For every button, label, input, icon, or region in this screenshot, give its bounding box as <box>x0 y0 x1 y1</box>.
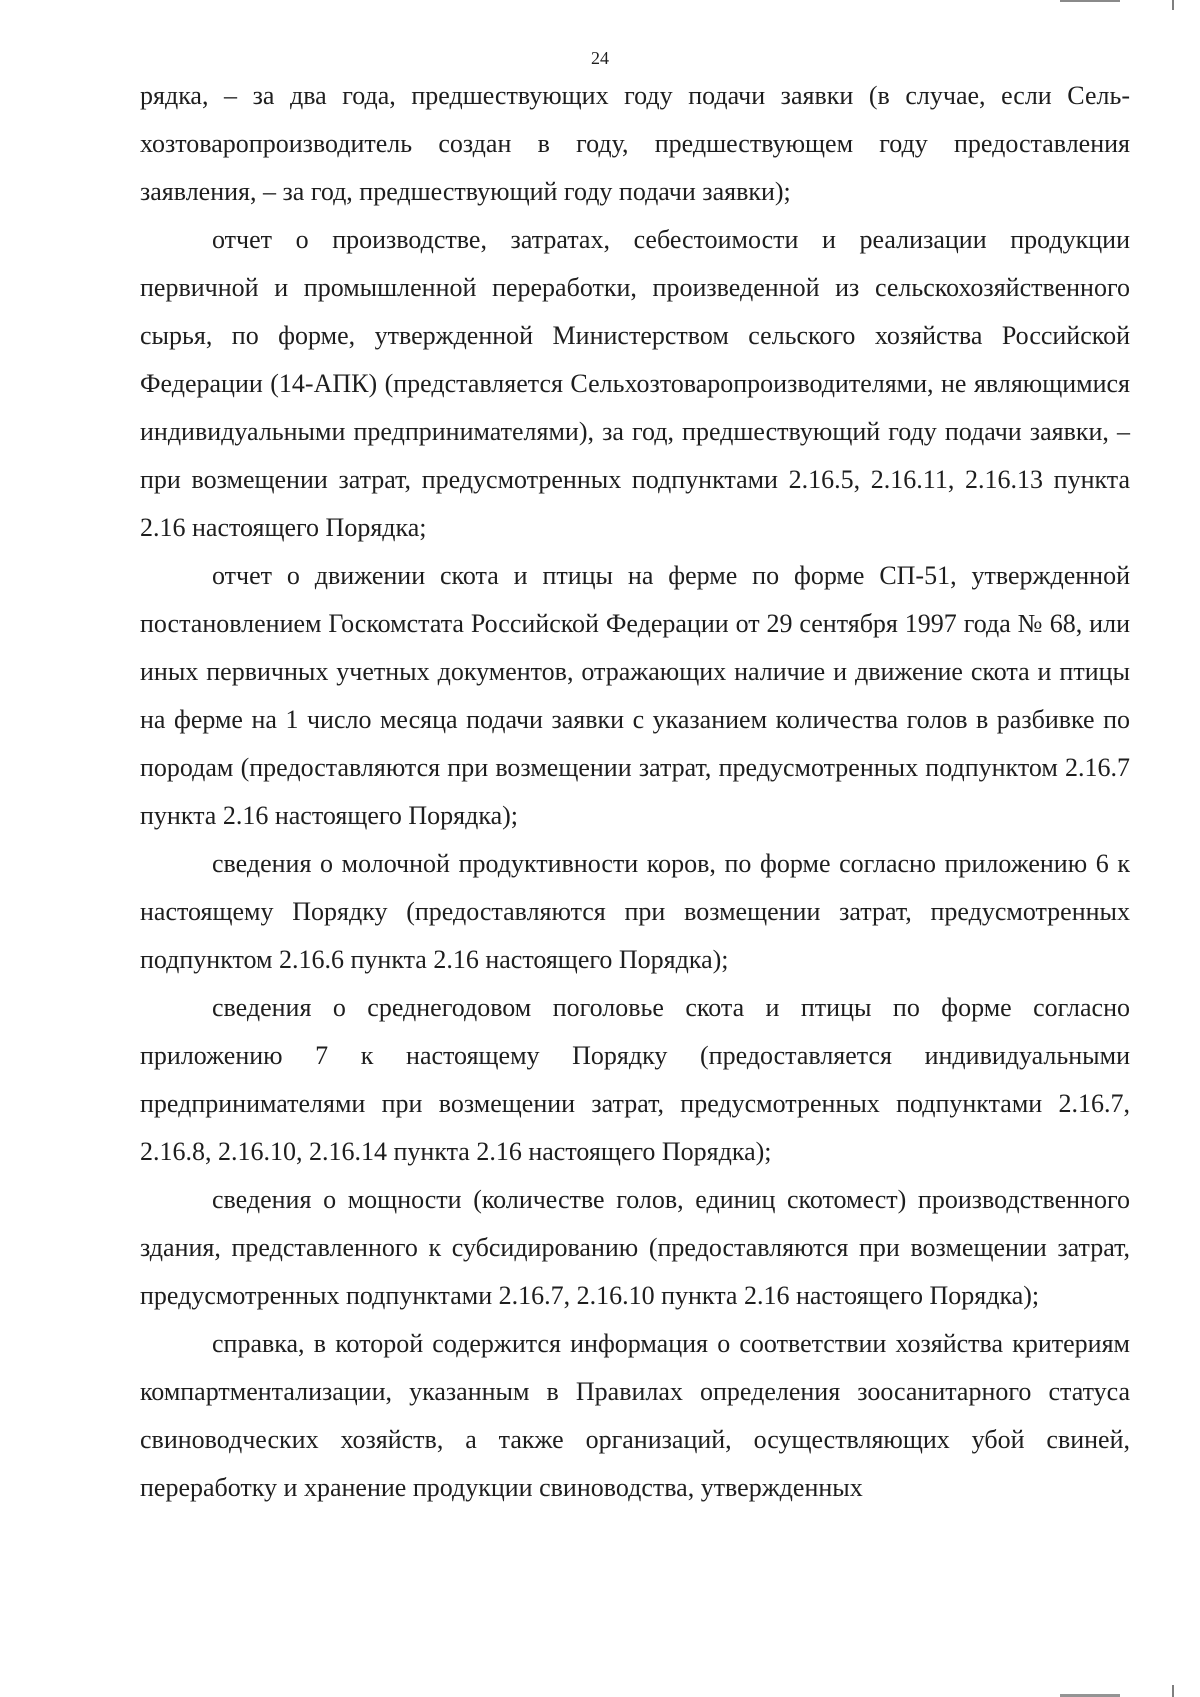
scan-artifact <box>1060 0 1120 2</box>
scan-artifact <box>1172 0 1174 10</box>
paragraph-milk-productivity: сведения о молочной продуктивности коров, по форме согласно приложению 6 к настоящему Порядку (предоставляются при возмещении затрат, предусмотренных подпунктом 2.16.6 пункта 2.16 настоящего Порядка); <box>140 849 1130 974</box>
scan-artifact <box>1172 1685 1174 1697</box>
paragraph-building-capacity: сведения о мощности (количестве голов, единиц скотомест) производственного здания, представленного к субсидированию (предоставляются при возмещении затрат, предусмотренных подпунктами 2.16.7, 2.16.10 пункта 2.16 настоящего Порядка); <box>140 1185 1130 1310</box>
paragraph-report-livestock-movement: отчет о движении скота и птицы на ферме по форме СП-51, утвержденной постановлением Госкомстата Российской Федерации от 29 сентября 1997 года № 68, или иных первичных учетных документов, отражающих наличие и движение скота и птицы на ферме на 1 число месяца подачи заявки с указанием количества голов в разбивке по породам (предоставляются при возмещении затрат, предусмотренных подпунктом 2.16.7 пункта 2.16 настоящего Порядка); <box>140 561 1130 830</box>
paragraph-continuation: рядка, – за два года, предшествующих году подачи заявки (в случае, если Сельхозтоваропроизводитель создан в году, предшествующем году предоставления заявления, – за год, предшествующий году подачи заявки); <box>140 81 1130 206</box>
document-body <box>140 72 1130 1512</box>
page-number: 24 <box>591 48 609 68</box>
paragraph-average-livestock: сведения о среднегодовом поголовье скота и птицы по форме согласно приложению 7 к настоящему Порядку (предоставляется индивидуальными предпринимателями при возмещении затрат, предусмотренных подпунктами 2.16.7, 2.16.8, 2.16.10, 2.16.14 пункта 2.16 настоящего Порядка); <box>140 993 1130 1166</box>
paragraph-compartmentalization-certificate: справка, в которой содержится информация о соответствии хозяйства критериям компартментализации, указанным в Правилах определения зоосанитарного статуса свиноводческих хозяйств, а также организаций, осуществляющих убой свиней, переработку и хранение продукции свиноводства, утвержденных <box>140 1329 1130 1502</box>
paragraph-report-production: отчет о производстве, затратах, себестоимости и реализации продукции первичной и промышленной переработки, произведенной из сельскохозяйственного сырья, по форме, утвержденной Министерством сельского хозяйства Российской Федерации (14-АПК) (представляется Сельхозтоваропроизводителями, не являющимися индивидуальными предпринимателями), за год, предшествующий году подачи заявки, – при возмещении затрат, предусмотренных подпунктами 2.16.5, 2.16.11, 2.16.13 пункта 2.16 настоящего Порядка; <box>140 225 1130 542</box>
